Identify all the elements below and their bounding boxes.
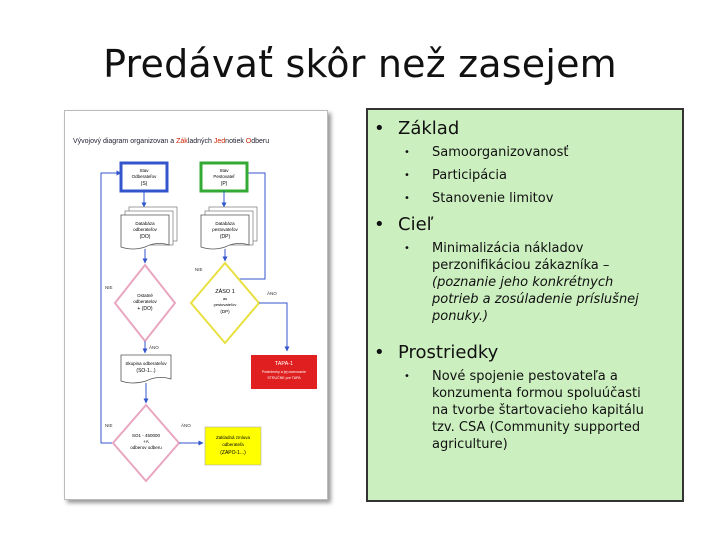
label-yes-1: ÁNO: [267, 291, 277, 296]
svg-text:Podmienky a jej overovanie: Podmienky a jej overovanie: [262, 370, 306, 374]
svg-text:TAPA-1: TAPA-1: [274, 361, 294, 367]
svg-text:Databáza: Databáza: [135, 221, 155, 226]
svg-text:(DP): (DP): [219, 234, 231, 240]
svg-text:Skupina odberateľov: Skupina odberateľov: [125, 361, 167, 366]
svg-text:Ostatné: Ostatné: [137, 293, 153, 298]
svg-text:(P): (P): [220, 181, 228, 187]
bullet-icon: •: [404, 243, 410, 254]
svg-text:+ (DO): + (DO): [137, 306, 153, 312]
label-yes-3: ÁNO: [181, 423, 191, 428]
svg-text:(DO): (DO): [139, 234, 151, 240]
bullet-icon: •: [374, 342, 385, 363]
list-item: • Stanovenie limitov: [404, 191, 554, 206]
section-basis: [374, 118, 459, 139]
svg-text:(SO-1...): (SO-1...): [136, 368, 156, 374]
decision-orders-diamond: [113, 405, 179, 481]
section-means-label: Prostriedky: [398, 342, 499, 363]
bullet-icon: •: [404, 371, 410, 382]
svg-text:as: as: [222, 296, 228, 301]
svg-text:STRUČNE pre TAPA: STRUČNE pre TAPA: [267, 376, 301, 380]
svg-text:Zakladná zmluva: Zakladná zmluva: [215, 435, 251, 440]
svg-text:Pestovateľ: Pestovateľ: [213, 174, 235, 179]
section-goal-label: Cieľ: [398, 214, 434, 235]
bullet-icon: •: [404, 170, 410, 181]
section-basis-label: Základ: [398, 118, 460, 139]
slide-title: Predávať skôr než zasejem: [103, 42, 617, 86]
customer-group-box: [121, 355, 171, 383]
list-item: • Nové spojenie pestovateľa a konzumenta formou spoluúčasti na tvorbe štartovacieho kapitálu tzv. CSA (Community supported agriculture): [404, 369, 644, 452]
svg-text:odberateľov: odberateľov: [133, 227, 157, 232]
svg-text:Databáza: Databáza: [215, 221, 235, 226]
svg-text:ZÁSO 1: ZÁSO 1: [215, 289, 235, 295]
list-item: • Minimalizácia nákladov perzonifikáciou zákazníka – (poznanie jeho konkrétnych potrieb a zosúladenie príslušnej ponuky.): [404, 241, 639, 324]
growers-database-doc: [201, 207, 257, 249]
label-no-1: NIE: [105, 285, 113, 290]
svg-text:odberov odberu: odberov odberu: [130, 445, 162, 450]
tapa-conditions-box: [251, 355, 317, 389]
list-item: • Participácia: [404, 168, 507, 183]
section-means: [374, 342, 498, 363]
label-no-3: NIE: [105, 423, 113, 428]
bullet-icon: •: [404, 193, 410, 204]
svg-text:Stav: Stav: [139, 168, 149, 173]
basic-contract-box: [205, 427, 261, 465]
svg-text:+A: +A: [143, 439, 149, 444]
status-customers-box: [121, 163, 167, 191]
bullet-icon: •: [404, 147, 410, 158]
svg-text:SO1 - 450000: SO1 - 450000: [131, 433, 161, 438]
content-panel: [366, 108, 684, 502]
bullet-icon: •: [374, 118, 385, 139]
diagram-heading: Vývojový diagram organizovan a Základných Jednotiek Odberu: [73, 138, 270, 145]
label-yes-2: ÁNO: [149, 345, 159, 350]
customers-database-doc: [121, 207, 177, 249]
svg-text:Stav: Stav: [219, 168, 229, 173]
decision-customers-diamond: [115, 265, 175, 341]
svg-text:(DP): (DP): [220, 309, 230, 314]
decision-growers-diamond: [191, 263, 259, 343]
svg-text:Odberateľov: Odberateľov: [131, 174, 157, 179]
section-goal: [374, 214, 433, 235]
status-growers-box: [201, 163, 247, 191]
svg-text:odberatelov: odberatelov: [133, 299, 157, 304]
svg-text:odberateľa: odberateľa: [222, 442, 244, 447]
flowchart-diagram: [64, 110, 328, 500]
list-item: • Samoorganizovanosť: [404, 145, 569, 160]
svg-text:(S): (S): [140, 181, 148, 187]
bullet-icon: •: [374, 214, 385, 235]
svg-text:(ZAPO-1...): (ZAPO-1...): [220, 450, 246, 456]
flowchart-svg: [65, 111, 327, 499]
svg-text:pestovateľov: pestovateľov: [213, 302, 237, 307]
svg-text:pestovateľov: pestovateľov: [212, 227, 238, 232]
label-no-2: NIE: [195, 267, 203, 272]
